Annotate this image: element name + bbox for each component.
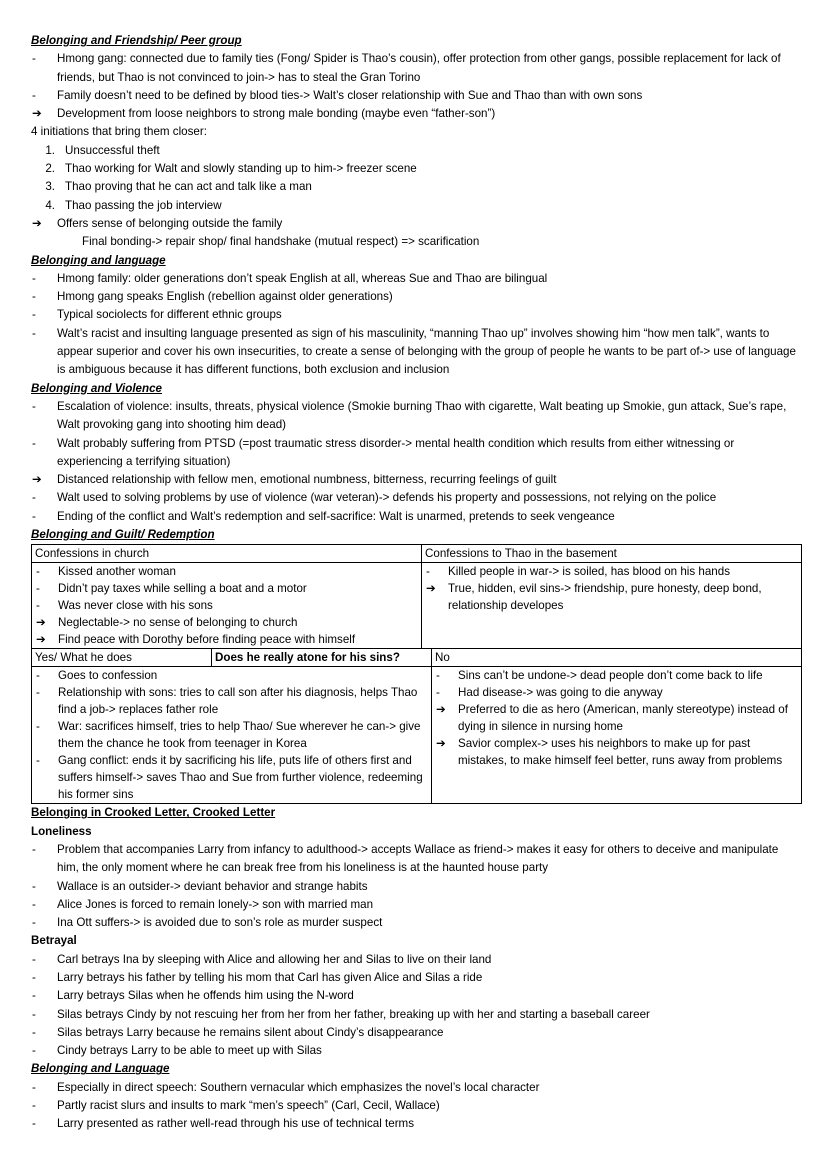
numbered-item: 4. Thao passing the job interview	[45, 198, 222, 212]
list-item: - Escalation of violence: insults, threats, physical violence (Smokie burning Thao with cigarette, Walt beating up Smokie, gun attack, Sue’s rape, Walt provoking gang into shooting him dead)	[32, 399, 787, 432]
list-item: - Walt used to solving problems by use of violence (war veteran)-> defends his property and possessions, not relying on the police	[32, 491, 717, 505]
list-item: - Kissed another woman	[36, 565, 176, 579]
table-header-church: Confessions in church	[32, 545, 422, 563]
heading-guilt: Belonging and Guilt/ Redemption	[31, 528, 215, 542]
list-item: - Was never close with his sons	[36, 599, 213, 613]
list-item: - Typical sociolects for different ethnic groups	[32, 308, 282, 322]
document-page	[31, 32, 801, 1134]
no-cell	[432, 667, 802, 804]
guilt-table	[31, 544, 802, 804]
table-header-question: Does he really atone for his sins?	[212, 649, 432, 667]
list-item: - Cindy betrays Larry to be able to meet up with Silas	[32, 1044, 322, 1058]
arrow-item: ➔ Development from loose neighbors to strong male bonding (maybe even “father-son”)	[31, 105, 801, 123]
table-header-basement: Confessions to Thao in the basement	[422, 545, 802, 563]
basement-cell	[422, 563, 802, 649]
list-item: - Silas betrays Cindy by not rescuing her from her from her father, breaking up with her and starting a baseball career	[32, 1007, 650, 1021]
list-item: - Wallace is an outsider-> deviant behavior and strange habits	[32, 879, 368, 893]
heading-belonging-language-novel: Belonging and Language	[31, 1062, 170, 1076]
list-item: ➔ Neglectable-> no sense of belonging to church	[36, 616, 298, 630]
heading-violence: Belonging and Violence	[31, 381, 162, 395]
heading-language: Belonging and language	[31, 253, 166, 267]
list-item: - Partly racist slurs and insults to mark “men’s speech” (Carl, Cecil, Wallace)	[32, 1099, 440, 1113]
list-item: - Larry presented as rather well-read through his use of technical terms	[32, 1117, 415, 1131]
list-item: - War: sacrifices himself, tries to help Thao/ Sue wherever he can-> give them the chance he took from teenager in Korea	[36, 720, 421, 751]
list-item: - Larry betrays his father by telling his mom that Carl has given Alice and Silas a ride	[32, 970, 483, 984]
list-item: - Especially in direct speech: Southern vernacular which emphasizes the novel’s local character	[32, 1080, 540, 1094]
arrow-icon: ➔	[32, 216, 42, 230]
list-item: - Relationship with sons: tries to call son after his diagnosis, helps Thao find a job-> replaces father role	[36, 686, 418, 717]
list-item: - Didn’t pay taxes while selling a boat and a motor	[36, 582, 307, 596]
list-item: - Walt’s racist and insulting language presented as sign of his masculinity, “manning Thao up” involves showing him “how men talk”, wants to appear superior and cover his own insecurities, to create a sense of belonging with the group of people he wants to be part of-> use of language is ambiguous because it has different functions, both exclusion and inclusion	[32, 326, 796, 377]
list-item: - Hmong gang speaks English (rebellion against older generations)	[32, 290, 393, 304]
list-item: - Sins can’t be undone-> dead people don’t come back to life	[436, 669, 763, 683]
list-item: - Hmong family: older generations don’t speak English at all, whereas Sue and Thao are bilingual	[32, 271, 548, 285]
arrow-item: ➔ Distanced relationship with fellow men, emotional numbness, bitterness, recurring feelings of guilt	[31, 471, 801, 489]
list-item: - Carl betrays Ina by sleeping with Alice and allowing her and Silas to live on their land	[32, 952, 492, 966]
subheading-loneliness: Loneliness	[31, 824, 92, 838]
subheading-betrayal: Betrayal	[31, 934, 77, 948]
list-item: - Killed people in war-> is soiled, has blood on his hands	[426, 565, 730, 579]
heading-crooked-letter: Belonging in Crooked Letter, Crooked Letter	[31, 806, 276, 820]
table-header-yes: Yes/ What he does	[32, 649, 212, 667]
table-header-no: No	[432, 649, 802, 667]
list-item: - Gang conflict: ends it by sacrificing his life, puts life of others first and suffers himself-> saves Thao and Sue from further violence, redeeming his former sins	[36, 754, 423, 802]
list-item: ➔ True, hidden, evil sins-> friendship, pure honesty, deep bond, relationship developes	[426, 582, 762, 613]
list-item: - Ending of the conflict and Walt’s redemption and self-sacrifice: Walt is unarmed, pretends to seek vengeance	[32, 509, 615, 523]
list-item: ➔ Preferred to die as hero (American, manly stereotype) instead of dying in silence in nursing home	[436, 703, 788, 734]
initiations-intro: 4 initiations that bring them closer:	[31, 125, 207, 139]
church-cell	[32, 563, 422, 649]
heading-friendship: Belonging and Friendship/ Peer group	[31, 34, 242, 47]
arrow-icon: ➔	[32, 473, 42, 487]
list-item: - Walt probably suffering from PTSD (=post traumatic stress disorder-> mental health condition which results from either witnessing or experiencing a terrifying situation)	[32, 436, 735, 468]
numbered-item: 1. Unsuccessful theft	[45, 143, 160, 157]
list-item: - Had disease-> was going to die anyway	[436, 686, 663, 700]
arrow-icon: ➔	[32, 107, 42, 121]
list-item: - Ina Ott suffers-> is avoided due to son’s role as murder suspect	[32, 916, 383, 930]
arrow-item: ➔ Offers sense of belonging outside the family	[31, 215, 801, 233]
list-item: - Problem that accompanies Larry from infancy to adulthood-> accepts Wallace as friend-> makes it easy for others to deceive and manipulate him, the only moment where he can break free from his loneliness is at the haunted house party	[32, 842, 779, 875]
yes-cell	[32, 667, 432, 804]
list-item: - Family doesn’t need to be defined by blood ties-> Walt’s closer relationship with Sue and Thao than with own sons	[32, 88, 643, 102]
list-item: - Larry betrays Silas when he offends him using the N-word	[32, 989, 354, 1003]
list-item: - Silas betrays Larry because he remains silent about Cindy’s disappearance	[32, 1025, 444, 1039]
numbered-item: 2. Thao working for Walt and slowly standing up to him-> freezer scene	[45, 162, 417, 176]
list-item: ➔ Savior complex-> uses his neighbors to make up for past mistakes, to make himself feel better, runs away from problems	[436, 737, 783, 768]
list-item: ➔ Find peace with Dorothy before finding peace with himself	[36, 633, 356, 647]
numbered-item: 3. Thao proving that he can act and talk like a man	[45, 180, 312, 194]
list-item: - Goes to confession	[36, 669, 158, 683]
final-bonding: Final bonding-> repair shop/ final handshake (mutual respect) => scarification	[82, 235, 480, 249]
list-item: - Alice Jones is forced to remain lonely-> son with married man	[32, 897, 374, 911]
list-item: - Hmong gang: connected due to family ties (Fong/ Spider is Thao’s cousin), offer protection from other gangs, possible replacement for lack of friends, but Thao is not convinced to join-> has to steal the Gran Torino	[32, 52, 781, 84]
